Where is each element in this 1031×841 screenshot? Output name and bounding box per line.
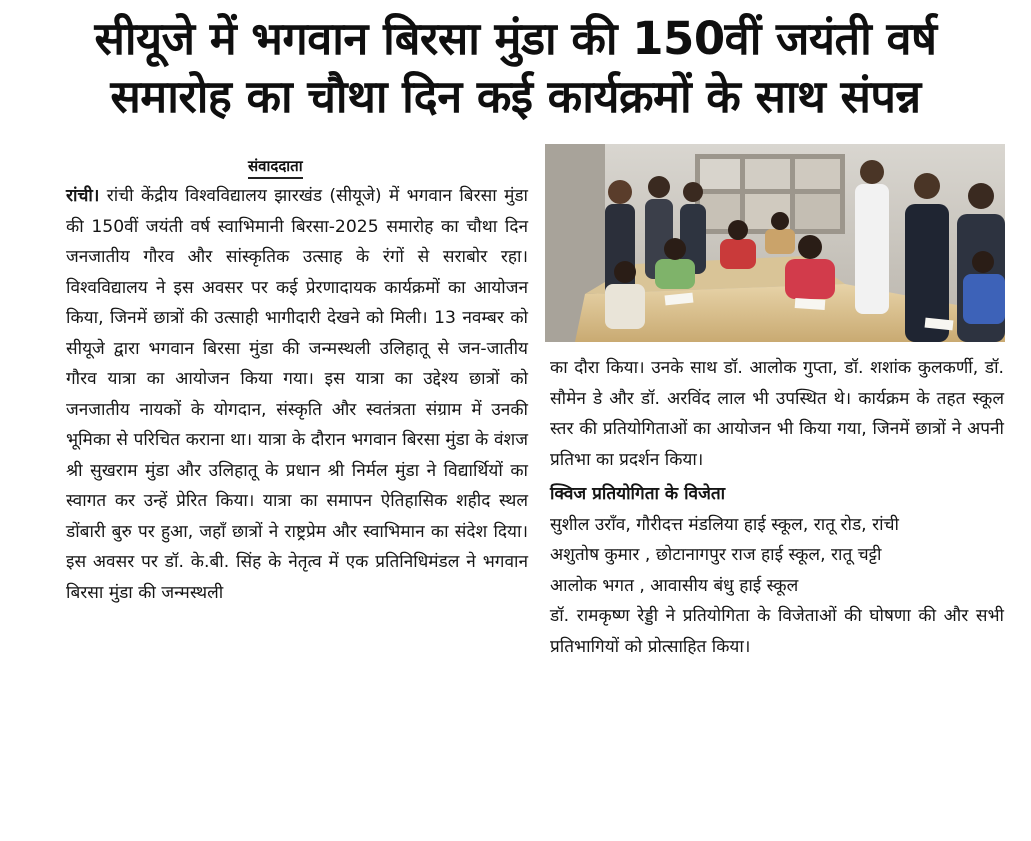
headline-line-2: समारोह का चौथा दिन कई कार्यक्रमों के साथ संपन्न <box>110 70 921 123</box>
winners-subheading: क्विज प्रतियोगिता के विजेता <box>550 484 726 504</box>
dateline: रांची। <box>66 186 100 206</box>
article-body-left: रांची केंद्रीय विश्वविद्यालय झारखंड (सीयूजे) में भगवान बिरसा मुंडा की 150वीं जयंती वर्ष स्वाभिमानी बिरसा-2025 समारोह का चौथा दिन जनजातीय गौरव और सांस्कृतिक उत्साह के रंगों से सराबोर रहा। विश्वविद्यालय ने इस अवसर पर कई प्रेरणादायक कार्यक्रमों का आयोजन किया, जिनमें छात्रों की उत्साही भागीदारी देखने को मिली। 13 नवम्बर को सीयूजे द्वारा भगवान बिरसा मुंडा की जन्मस्थली उलिहातू से जन-जातीय गौरव यात्रा का आयोजन किया गया। इस यात्रा का उद्देश्य छात्रों को जनजातीय नायकों के योगदान, संस्कृति और स्वतंत्रता संग्राम में उनकी भूमिका से परिचित कराना था। यात्रा के दौरान भगवान बिरसा मुंडा के वंशज श्री सुखराम मुंडा और उलिहातू के प्रधान श्री निर्मल मुंडा ने विद्यार्थियों का स्वागत कर उन्हें प्रेरित किया। यात्रा का समापन ऐतिहासिक शहीद स्थल डोंबारी बुरु पर हुआ, जहाँ छात्रों ने राष्ट्रप्रेम और स्वाभिमान का संदेश दिया। इस अवसर पर डॉ. के.बी. सिंह के नेतृत्व में एक प्रतिनिधिमंडल ने भगवान बिरसा मुंडा की जन्मस्थली <box>66 186 529 603</box>
winner-item: सुशील उराँव, गौरीदत्त मंडलिया हाई स्कूल, रातू रोड, रांची <box>550 514 899 535</box>
news-photo <box>545 144 1005 342</box>
winner-item: आलोक भगत , आवासीय बंधु हाई स्कूल <box>550 575 799 596</box>
article-column-left <box>66 181 528 608</box>
headline-line-1: सीयूजे में भगवान बिरसा मुंडा की 150वीं जयंती वर्ष <box>94 12 937 65</box>
byline: संवाददाता <box>248 156 303 179</box>
article-column-right <box>550 353 1004 662</box>
article-body-right: का दौरा किया। उनके साथ डॉ. आलोक गुप्ता, डॉ. शशांक कुलकर्णी, डॉ. सौमेन डे और डॉ. अरविंद लाल भी उपस्थित थे। कार्यक्रम के तहत स्कूल स्तर की प्रतियोगिताओं का आयोजन भी किया गया, जिनमें छात्रों ने अपनी प्रतिभा का प्रदर्शन किया। <box>550 358 1004 470</box>
winner-item: अशुतोष कुमार , छोटानागपुर राज हाई स्कूल, रातू चट्टी <box>550 545 882 565</box>
classroom-photo-image <box>545 144 1005 342</box>
headline <box>0 10 1031 126</box>
article-paragraph <box>66 181 528 608</box>
article-closing: डॉ. रामकृष्ण रेड्डी ने प्रतियोगिता के विजेताओं की घोषणा की और सभी प्रतिभागियों को प्रोत्साहित किया। <box>550 606 1004 657</box>
